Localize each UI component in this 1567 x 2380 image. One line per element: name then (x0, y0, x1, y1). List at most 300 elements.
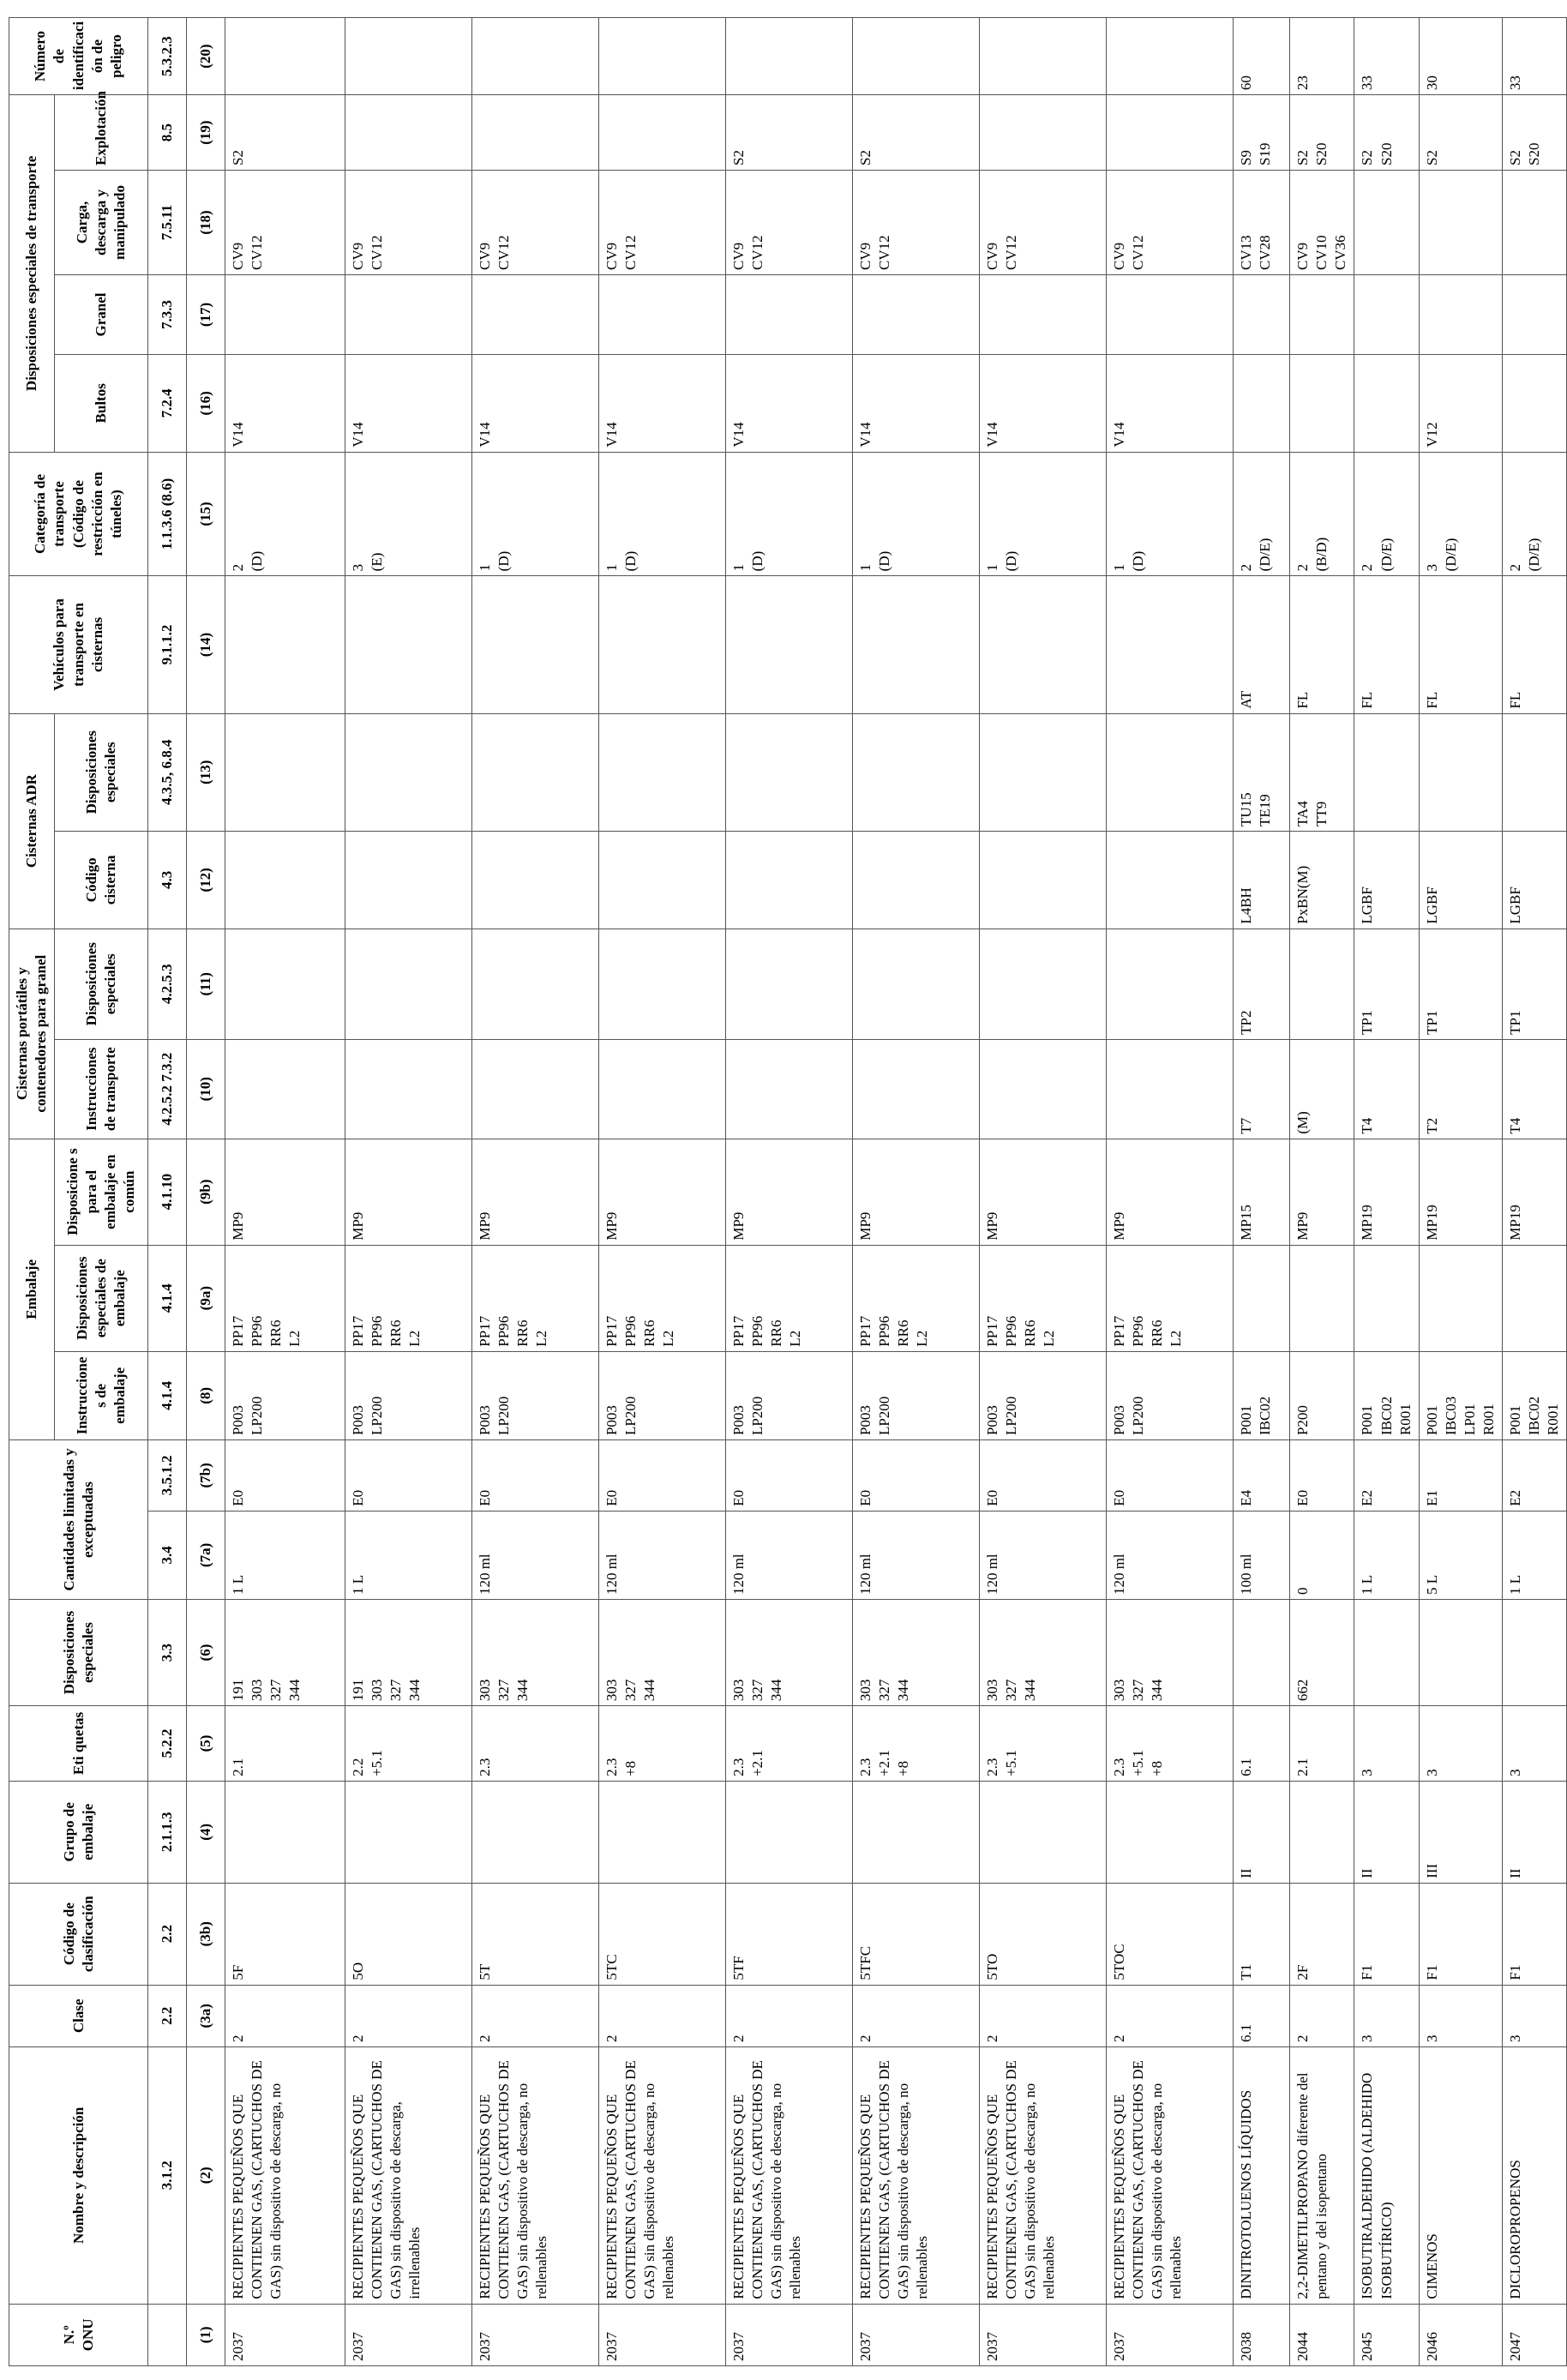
cell-excepted-qty: E0 (853, 1440, 980, 1512)
cell-loading: CV9 CV12 (980, 171, 1107, 275)
header-limited-quantities: Cantidades limitadas y exceptuadas (9, 1440, 148, 1600)
cell-limited-qty: 100 ml (1234, 1511, 1290, 1599)
cell-packing-group (1290, 1781, 1354, 1883)
cell-limited-qty: 1 L (345, 1511, 472, 1599)
cell-labels: 2.3 +5.1 +8 (1107, 1706, 1234, 1782)
cell-adr-tank-sp (726, 713, 853, 831)
cell-bulk (1290, 274, 1354, 354)
cell-packing-group: III (1419, 1781, 1502, 1883)
cell-excepted-qty: E1 (1419, 1440, 1502, 1512)
cell-packaging-sp: PP17 PP96 RR6 L2 (225, 1245, 345, 1351)
table-row (599, 18, 726, 2366)
table-row (1290, 18, 1354, 2366)
ref-hazard-id: 5.3.2.3 (148, 18, 187, 95)
ref-transport-category: 1.1.3.6 (8.6) (148, 452, 187, 576)
cell-limited-qty: 0 (1290, 1511, 1354, 1599)
cell-tank-code (472, 831, 599, 929)
cell-transport-category: 1 (D) (726, 452, 853, 576)
cell-packages: V14 (345, 354, 472, 452)
cell-limited-qty: 5 L (1419, 1511, 1502, 1599)
cell-name: RECIPIENTES PEQUEÑOS QUE CONTIENEN GAS, (CARTUCHOS DE GAS) sin dispositivo de descarga, no rellenables (1107, 2046, 1234, 2304)
cell-adr-tank-sp (980, 713, 1107, 831)
cell-packing-group (599, 1781, 726, 1883)
cell-tank-instructions (345, 1039, 472, 1139)
cell-un-no: 2045 (1354, 2304, 1419, 2365)
cell-packing-instructions: P001 IBC02 (1234, 1351, 1290, 1439)
cell-special-provisions: 303 327 344 (853, 1600, 980, 1706)
cell-bulk (980, 274, 1107, 354)
colnum-tank-sp: (11) (187, 929, 225, 1039)
cell-bulk (225, 274, 345, 354)
cell-packaging-sp: PP17 PP96 RR6 L2 (599, 1245, 726, 1351)
table-row (853, 18, 980, 2366)
cell-operation: S2 (853, 95, 980, 171)
cell-vehicle (853, 576, 980, 713)
cell-hazard-id: 33 (1354, 18, 1419, 95)
cell-excepted-qty: E2 (1354, 1440, 1419, 1512)
cell-packaging-sp: PP17 PP96 RR6 L2 (726, 1245, 853, 1351)
cell-class: 2 (1290, 1985, 1354, 2046)
cell-labels: 2.3 +2.1 +8 (853, 1706, 980, 1782)
cell-un-no: 2046 (1419, 2304, 1502, 2365)
cell-tank-code (599, 831, 726, 929)
cell-packing-group (225, 1781, 345, 1883)
table-row (980, 18, 1107, 2366)
ref-packing-group: 2.1.1.3 (148, 1781, 187, 1883)
colnum-packages: (16) (187, 354, 225, 452)
cell-limited-qty: 1 L (1354, 1511, 1419, 1599)
cell-hazard-id (599, 18, 726, 95)
cell-transport-category: 3 (D/E) (1419, 452, 1502, 576)
header-special-provisions: Disposiciones especiales (9, 1600, 148, 1706)
cell-adr-tank-sp (345, 713, 472, 831)
cell-tank-sp (472, 929, 599, 1039)
cell-mixed-packing: MP15 (1234, 1139, 1290, 1245)
column-number-row (187, 18, 225, 2366)
cell-tank-code (1107, 831, 1234, 929)
cell-tank-instructions: (M) (1290, 1039, 1354, 1139)
header-bulk: Granel (55, 274, 148, 354)
cell-operation (345, 95, 472, 171)
cell-labels: 2.2 +5.1 (345, 1706, 472, 1782)
cell-vehicle (980, 576, 1107, 713)
cell-special-provisions (1419, 1600, 1502, 1706)
cell-vehicle (345, 576, 472, 713)
cell-labels: 2.3 +8 (599, 1706, 726, 1782)
cell-un-no: 2037 (1107, 2304, 1234, 2365)
cell-class: 2 (1107, 1985, 1234, 2046)
cell-name: RECIPIENTES PEQUEÑOS QUE CONTIENEN GAS, (CARTUCHOS DE GAS) sin dispositivo de descarga, no rellenables (599, 2046, 726, 2304)
table-row (726, 18, 853, 2366)
cell-vehicle: FL (1290, 576, 1354, 713)
cell-class: 2 (980, 1985, 1107, 2046)
cell-excepted-qty: E4 (1234, 1440, 1290, 1512)
cell-labels: 2.3 (472, 1706, 599, 1782)
cell-loading (1354, 171, 1419, 275)
cell-tank-instructions: T7 (1234, 1039, 1290, 1139)
cell-un-no: 2037 (980, 2304, 1107, 2365)
header-transport-category: Categoría de transporte (Código de restricción en túneles) (9, 452, 148, 576)
cell-class: 2 (726, 1985, 853, 2046)
cell-class: 2 (225, 1985, 345, 2046)
cell-transport-category: 1 (D) (980, 452, 1107, 576)
cell-class-code: F1 (1354, 1883, 1419, 1985)
cell-vehicle (225, 576, 345, 713)
cell-packages (1290, 354, 1354, 452)
cell-mixed-packing: MP9 (853, 1139, 980, 1245)
cell-packages (1503, 354, 1567, 452)
cell-transport-category: 1 (D) (472, 452, 599, 576)
cell-packing-instructions: P003 LP200 (599, 1351, 726, 1439)
cell-tank-sp (1290, 929, 1354, 1039)
cell-tank-sp (1107, 929, 1234, 1039)
cell-class-code: 5TC (599, 1883, 726, 1985)
dangerous-goods-table (9, 17, 1567, 2366)
cell-hazard-id: 60 (1234, 18, 1290, 95)
cell-mixed-packing: MP9 (345, 1139, 472, 1245)
cell-labels: 2.1 (1290, 1706, 1354, 1782)
cell-bulk (1503, 274, 1567, 354)
cell-mixed-packing: MP9 (225, 1139, 345, 1245)
cell-adr-tank-sp (1354, 713, 1419, 831)
reference-row (148, 18, 187, 2366)
cell-loading (1503, 171, 1567, 275)
cell-vehicle: FL (1503, 576, 1567, 713)
ref-excepted-qty: 3.5.1.2 (148, 1440, 187, 1512)
table-row (1503, 18, 1567, 2366)
cell-tank-instructions (853, 1039, 980, 1139)
cell-packages (1234, 354, 1290, 452)
cell-packaging-sp: PP17 PP96 RR6 L2 (1107, 1245, 1234, 1351)
header-special-transport: Disposiciones especiales de transporte (9, 95, 55, 453)
cell-loading: CV13 CV28 (1234, 171, 1290, 275)
header-labels: Eti quetas (9, 1706, 148, 1782)
cell-bulk (599, 274, 726, 354)
cell-vehicle (472, 576, 599, 713)
cell-excepted-qty: E0 (980, 1440, 1107, 1512)
cell-name: RECIPIENTES PEQUEÑOS QUE CONTIENEN GAS, (CARTUCHOS DE GAS) sin dispositivo de descarga, no rellenables (853, 2046, 980, 2304)
cell-adr-tank-sp (1419, 713, 1502, 831)
cell-limited-qty: 120 ml (599, 1511, 726, 1599)
cell-transport-category: 1 (D) (853, 452, 980, 576)
header-packing-instructions: Instruccione s de embalaje (55, 1351, 148, 1439)
cell-tank-code (980, 831, 1107, 929)
cell-class-code: 5TFC (853, 1883, 980, 1985)
colnum-labels: (5) (187, 1706, 225, 1782)
cell-tank-instructions (980, 1039, 1107, 1139)
table-row (472, 18, 599, 2366)
colnum-tank-code: (12) (187, 831, 225, 929)
cell-hazard-id: 33 (1503, 18, 1567, 95)
cell-un-no: 2047 (1503, 2304, 1567, 2365)
ref-class: 2.2 (148, 1985, 187, 2046)
cell-transport-category: 2 (B/D) (1290, 452, 1354, 576)
cell-operation (599, 95, 726, 171)
cell-packing-group (345, 1781, 472, 1883)
cell-class-code: F1 (1503, 1883, 1567, 1985)
cell-mixed-packing: MP9 (1290, 1139, 1354, 1245)
cell-tank-instructions (726, 1039, 853, 1139)
cell-class-code: 5TF (726, 1883, 853, 1985)
ref-limited-qty: 3.4 (148, 1511, 187, 1599)
colnum-special-provisions: (6) (187, 1600, 225, 1706)
cell-tank-sp (345, 929, 472, 1039)
cell-tank-code: LGBF (1503, 831, 1567, 929)
cell-class: 2 (472, 1985, 599, 2046)
cell-class-code: F1 (1419, 1883, 1502, 1985)
cell-mixed-packing: MP19 (1503, 1139, 1567, 1245)
cell-class-code: 2F (1290, 1883, 1354, 1985)
cell-adr-tank-sp (225, 713, 345, 831)
header-un-no: N.º ONU (9, 2304, 148, 2365)
cell-transport-category: 1 (D) (1107, 452, 1234, 576)
ref-tank-instructions: 4.2.5.2 7.3.2 (148, 1039, 187, 1139)
cell-loading: CV9 CV12 (1107, 171, 1234, 275)
cell-mixed-packing: MP19 (1354, 1139, 1419, 1245)
colnum-adr-tank-sp: (13) (187, 713, 225, 831)
cell-class: 2 (345, 1985, 472, 2046)
colnum-bulk: (17) (187, 274, 225, 354)
cell-hazard-id (472, 18, 599, 95)
cell-packing-instructions: P001 IBC03 LP01 R001 (1419, 1351, 1502, 1439)
ref-packaging-sp: 4.1.4 (148, 1245, 187, 1351)
header-hazard-id: Número de identificaci ón de peligro (9, 18, 148, 95)
cell-tank-code (853, 831, 980, 929)
cell-packages: V14 (853, 354, 980, 452)
cell-bulk (1354, 274, 1419, 354)
colnum-mixed-packing: (9b) (187, 1139, 225, 1245)
cell-mixed-packing: MP19 (1419, 1139, 1502, 1245)
cell-class-code: 5TO (980, 1883, 1107, 1985)
cell-mixed-packing: MP9 (599, 1139, 726, 1245)
cell-labels: 3 (1354, 1706, 1419, 1782)
cell-un-no: 2037 (853, 2304, 980, 2365)
cell-tank-sp: TP1 (1419, 929, 1502, 1039)
cell-hazard-id (345, 18, 472, 95)
cell-loading: CV9 CV12 (472, 171, 599, 275)
cell-class-code: 5O (345, 1883, 472, 1985)
header-tank-instructions: Instrucciones de transporte (55, 1039, 148, 1139)
cell-tank-instructions (225, 1039, 345, 1139)
cell-packages: V14 (1107, 354, 1234, 452)
cell-tank-instructions (1107, 1039, 1234, 1139)
cell-vehicle (599, 576, 726, 713)
cell-operation: S2 (1419, 95, 1502, 171)
cell-adr-tank-sp (853, 713, 980, 831)
cell-excepted-qty: E0 (345, 1440, 472, 1512)
cell-tank-instructions: T4 (1503, 1039, 1567, 1139)
cell-tank-instructions (472, 1039, 599, 1139)
cell-vehicle (1107, 576, 1234, 713)
cell-special-provisions: 303 327 344 (980, 1600, 1107, 1706)
cell-labels: 3 (1419, 1706, 1502, 1782)
cell-name: RECIPIENTES PEQUEÑOS QUE CONTIENEN GAS, (CARTUCHOS DE GAS) sin dispositivo de descarga, irrellenables (345, 2046, 472, 2304)
cell-loading: CV9 CV12 (853, 171, 980, 275)
cell-tank-sp: TP1 (1503, 929, 1567, 1039)
ref-tank-code: 4.3 (148, 831, 187, 929)
cell-vehicle: FL (1354, 576, 1419, 713)
cell-packages: V12 (1419, 354, 1502, 452)
cell-packaging-sp (1419, 1245, 1502, 1351)
cell-operation (980, 95, 1107, 171)
colnum-hazard-id: (20) (187, 18, 225, 95)
cell-tank-code: L4BH (1234, 831, 1290, 929)
cell-mixed-packing: MP9 (472, 1139, 599, 1245)
cell-tank-sp: TP1 (1354, 929, 1419, 1039)
cell-excepted-qty: E2 (1503, 1440, 1567, 1512)
cell-bulk (853, 274, 980, 354)
cell-packing-instructions: P001 IBC02 R001 (1503, 1351, 1567, 1439)
cell-transport-category: 3 (E) (345, 452, 472, 576)
cell-operation: S2 (726, 95, 853, 171)
table-body (225, 18, 1567, 2366)
cell-packaging-sp (1290, 1245, 1354, 1351)
colnum-class: (3a) (187, 1985, 225, 2046)
cell-transport-category: 2 (D/E) (1503, 452, 1567, 576)
colnum-tank-instructions: (10) (187, 1039, 225, 1139)
cell-un-no: 2044 (1290, 2304, 1354, 2365)
cell-bulk (345, 274, 472, 354)
cell-limited-qty: 120 ml (726, 1511, 853, 1599)
cell-packing-instructions: P003 LP200 (853, 1351, 980, 1439)
cell-excepted-qty: E0 (726, 1440, 853, 1512)
cell-class: 3 (1354, 1985, 1419, 2046)
cell-tank-sp (980, 929, 1107, 1039)
cell-transport-category: 1 (D) (599, 452, 726, 576)
cell-un-no: 2038 (1234, 2304, 1290, 2365)
cell-tank-sp (726, 929, 853, 1039)
cell-packaging-sp (1354, 1245, 1419, 1351)
cell-un-no: 2037 (726, 2304, 853, 2365)
cell-transport-category: 2 (D/E) (1234, 452, 1290, 576)
cell-packages (1354, 354, 1419, 452)
cell-packaging-sp (1503, 1245, 1567, 1351)
cell-limited-qty: 1 L (225, 1511, 345, 1599)
cell-special-provisions: 303 327 344 (1107, 1600, 1234, 1706)
cell-packaging-sp: PP17 PP96 RR6 L2 (980, 1245, 1107, 1351)
header-packages: Bultos (55, 354, 148, 452)
header-adr-tank-sp: Disposiciones especiales (55, 713, 148, 831)
cell-name: 2,2-DIMETILPROPANO diferente del pentano y del isopentano (1290, 2046, 1354, 2304)
cell-vehicle: AT (1234, 576, 1290, 713)
cell-special-provisions: 303 327 344 (472, 1600, 599, 1706)
cell-class: 2 (599, 1985, 726, 2046)
cell-class: 2 (853, 1985, 980, 2046)
cell-mixed-packing: MP9 (1107, 1139, 1234, 1245)
cell-un-no: 2037 (599, 2304, 726, 2365)
ref-labels: 5.2.2 (148, 1706, 187, 1782)
colnum-class-code: (3b) (187, 1883, 225, 1985)
cell-tank-code (345, 831, 472, 929)
cell-hazard-id (225, 18, 345, 95)
cell-bulk (1419, 274, 1502, 354)
colnum-name: (2) (187, 2046, 225, 2304)
cell-name: ISOBUTIRALDEHIDO (ALDEHIDO ISOBUTÍRICO) (1354, 2046, 1419, 2304)
header-packaging-sp: Disposiciones especiales de embalaje (55, 1245, 148, 1351)
header-tank-code: Código cisterna (55, 831, 148, 929)
cell-limited-qty: 120 ml (853, 1511, 980, 1599)
ref-adr-tank-sp: 4.3.5, 6.8.4 (148, 713, 187, 831)
cell-hazard-id (980, 18, 1107, 95)
cell-packages: V14 (726, 354, 853, 452)
cell-operation (1107, 95, 1234, 171)
cell-packing-instructions: P003 LP200 (345, 1351, 472, 1439)
cell-special-provisions: 191 303 327 344 (225, 1600, 345, 1706)
cell-packing-group (853, 1781, 980, 1883)
ref-name: 3.1.2 (148, 2046, 187, 2304)
cell-un-no: 2037 (345, 2304, 472, 2365)
header-operation: Explotación (55, 95, 148, 171)
cell-mixed-packing: MP9 (726, 1139, 853, 1245)
ref-mixed-packing: 4.1.10 (148, 1139, 187, 1245)
header-packing-group: Grupo de embalaje (9, 1781, 148, 1883)
cell-excepted-qty: E0 (1107, 1440, 1234, 1512)
cell-tank-instructions: T2 (1419, 1039, 1502, 1139)
cell-packing-group (472, 1781, 599, 1883)
cell-class: 6.1 (1234, 1985, 1290, 2046)
cell-loading: CV9 CV10 CV36 (1290, 171, 1354, 275)
header-portable-tanks: Cisternas portátiles y contenedores para granel (9, 929, 55, 1139)
cell-special-provisions (1503, 1600, 1567, 1706)
header-mixed-packing: Disposicione s para el embalaje en común (55, 1139, 148, 1245)
cell-limited-qty: 1 L (1503, 1511, 1567, 1599)
header-vehicle: Vehículos para transporte en cisternas (9, 576, 148, 713)
cell-tank-sp (225, 929, 345, 1039)
cell-packing-instructions: P003 LP200 (1107, 1351, 1234, 1439)
cell-tank-code: PxBN(M) (1290, 831, 1354, 929)
cell-un-no: 2037 (472, 2304, 599, 2365)
cell-class-code: T1 (1234, 1883, 1290, 1985)
cell-packing-group: II (1503, 1781, 1567, 1883)
cell-excepted-qty: E0 (225, 1440, 345, 1512)
table-row (1419, 18, 1502, 2366)
cell-packaging-sp: PP17 PP96 RR6 L2 (345, 1245, 472, 1351)
cell-packing-instructions: P003 LP200 (980, 1351, 1107, 1439)
cell-class: 3 (1503, 1985, 1567, 2046)
ref-class-code: 2.2 (148, 1883, 187, 1985)
cell-vehicle: FL (1419, 576, 1502, 713)
cell-tank-code (726, 831, 853, 929)
cell-packing-instructions: P200 (1290, 1351, 1354, 1439)
colnum-packaging-sp: (9a) (187, 1245, 225, 1351)
cell-special-provisions: 303 327 344 (726, 1600, 853, 1706)
cell-excepted-qty: E0 (1290, 1440, 1354, 1512)
cell-class-code: 5TOC (1107, 1883, 1234, 1985)
cell-operation (472, 95, 599, 171)
cell-hazard-id (853, 18, 980, 95)
cell-operation: S2 S20 (1354, 95, 1419, 171)
cell-packages: V14 (599, 354, 726, 452)
cell-packing-group (726, 1781, 853, 1883)
cell-labels: 3 (1503, 1706, 1567, 1782)
cell-hazard-id (1107, 18, 1234, 95)
header-class-code: Código de clasificación (9, 1883, 148, 1985)
header-loading: Carga, descarga y manipulado (55, 171, 148, 275)
cell-special-provisions: 303 327 344 (599, 1600, 726, 1706)
cell-tank-code (225, 831, 345, 929)
cell-vehicle (726, 576, 853, 713)
cell-limited-qty: 120 ml (1107, 1511, 1234, 1599)
cell-hazard-id: 30 (1419, 18, 1502, 95)
ref-packages: 7.2.4 (148, 354, 187, 452)
cell-class-code: 5F (225, 1883, 345, 1985)
cell-packages: V14 (980, 354, 1107, 452)
table-row (1354, 18, 1419, 2366)
cell-loading: CV9 CV12 (726, 171, 853, 275)
cell-labels: 2.3 +2.1 (726, 1706, 853, 1782)
cell-operation: S2 (225, 95, 345, 171)
header-class: Clase (9, 1985, 148, 2046)
